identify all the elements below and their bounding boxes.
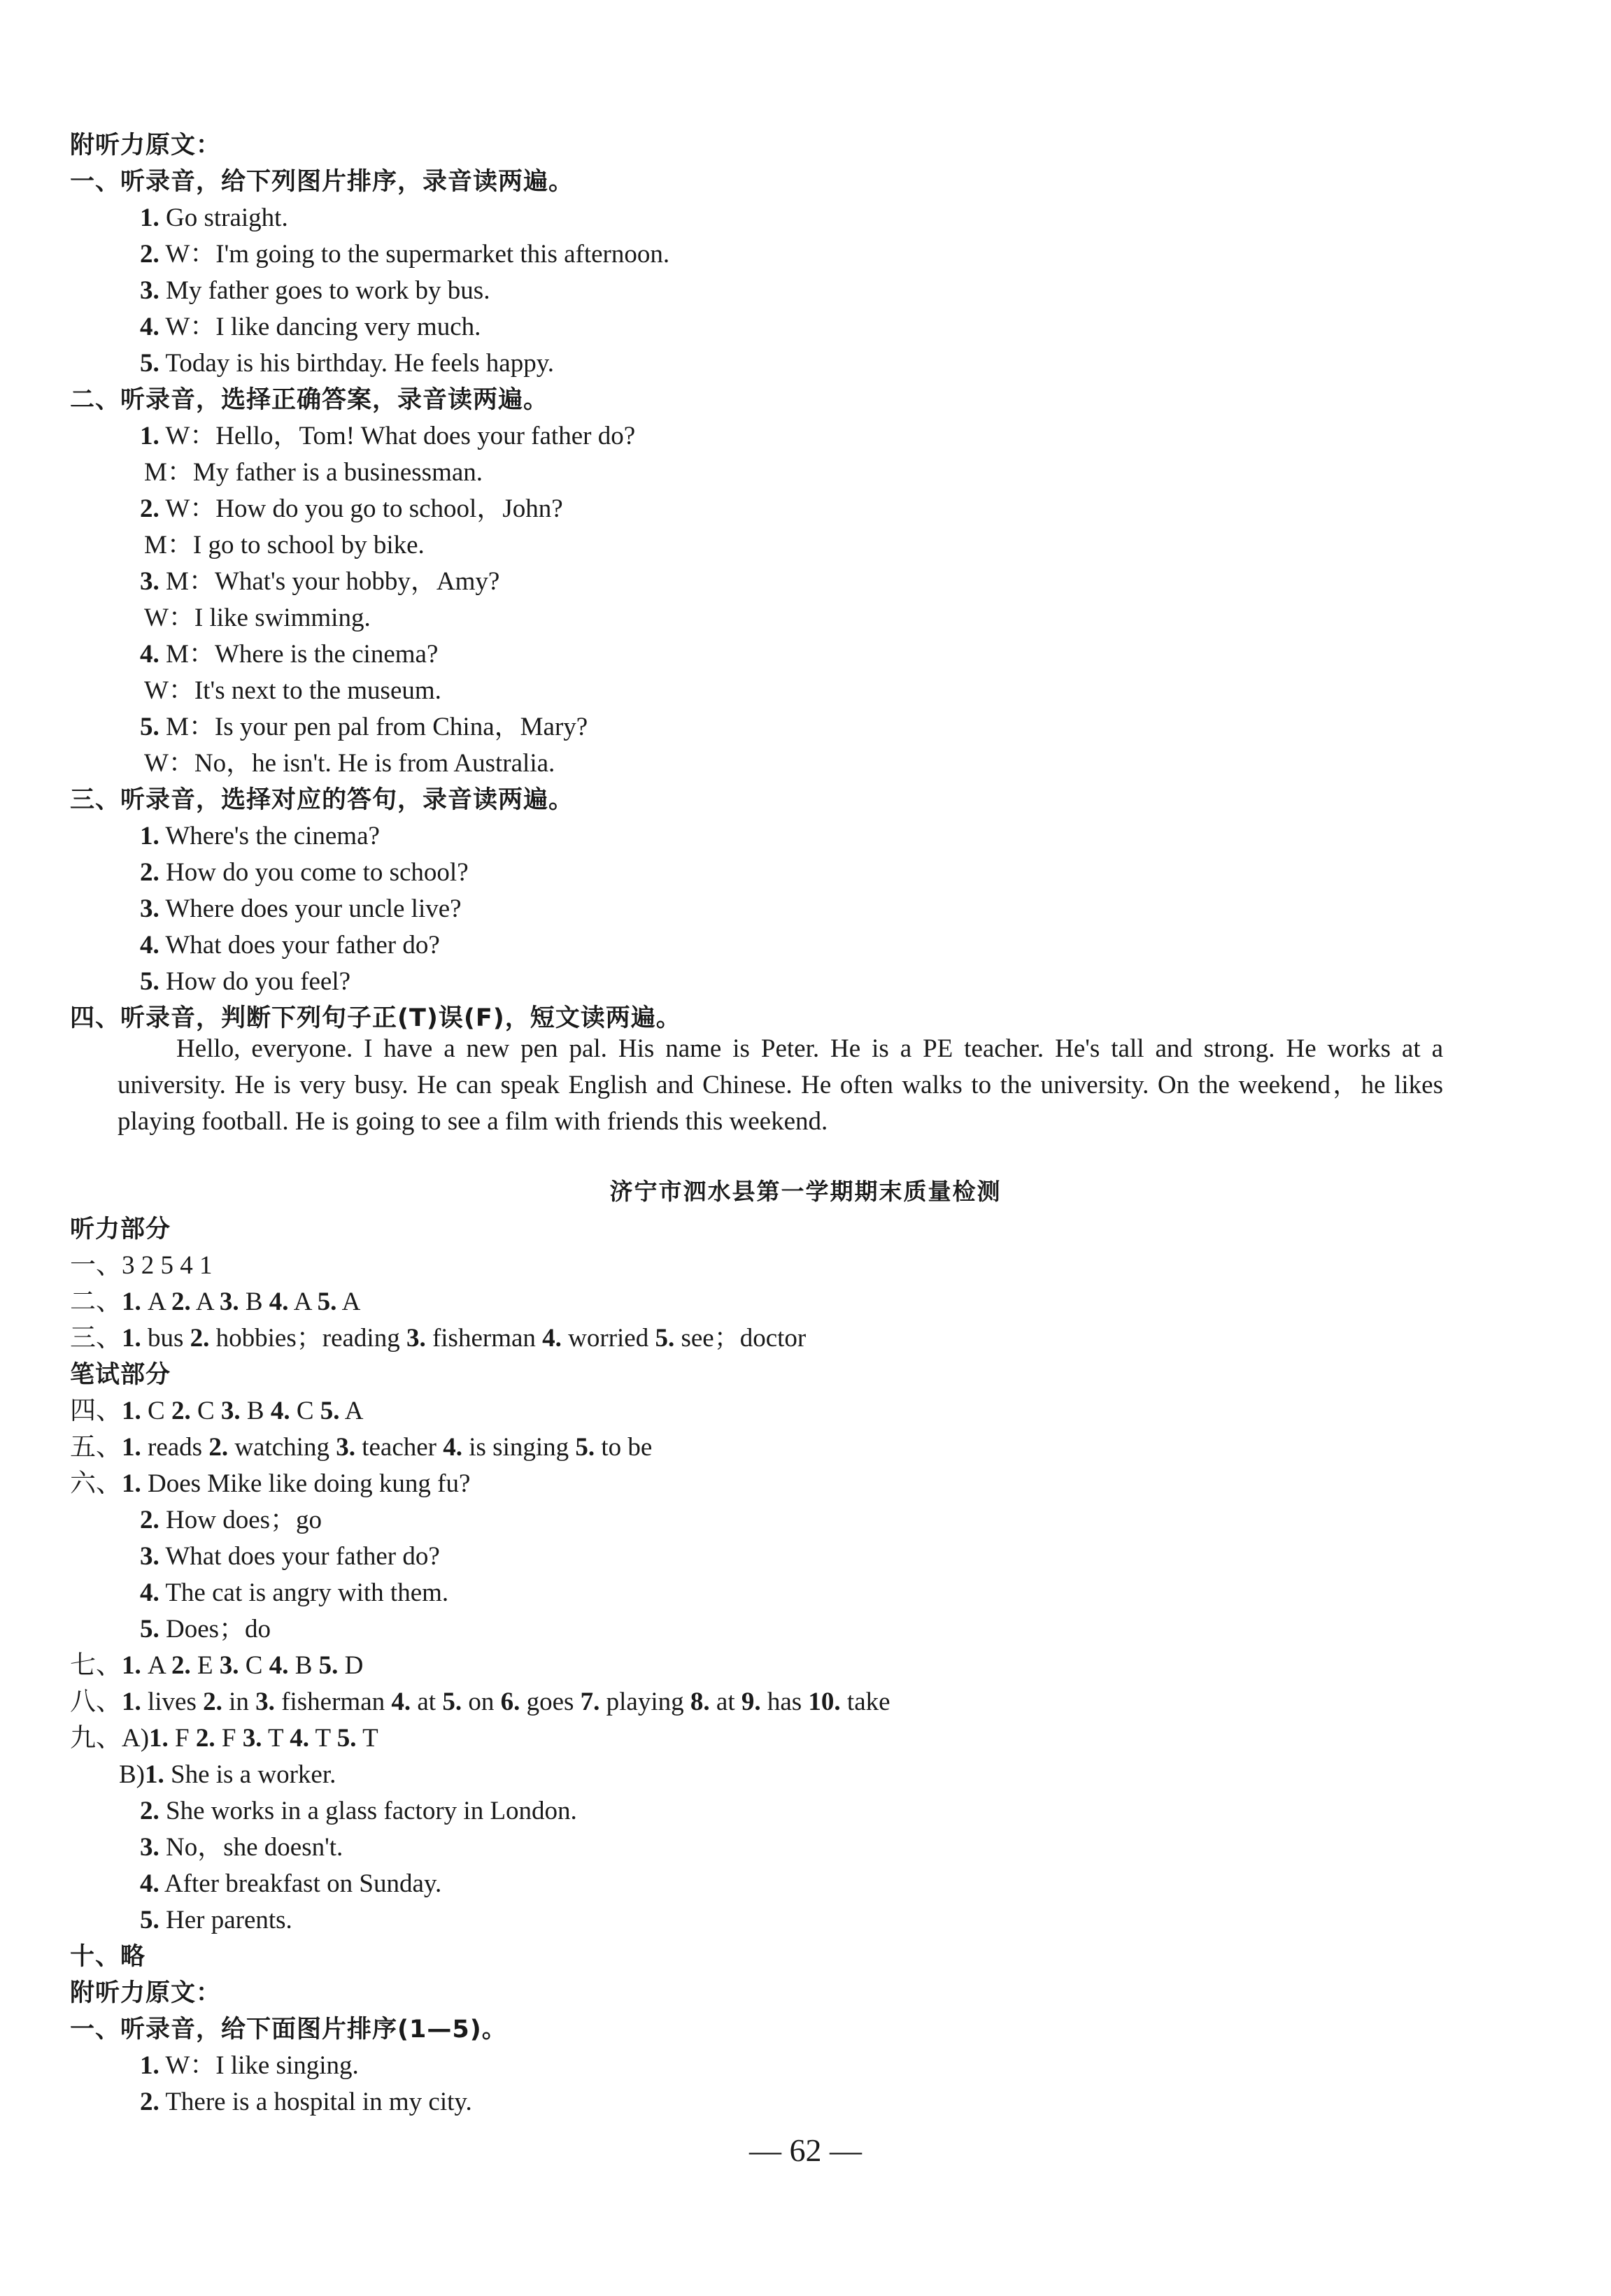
answer-row <box>70 1467 470 1502</box>
item-text: W：I'm going to the supermarket this afternoon. <box>159 240 670 269</box>
item-text: A <box>288 1288 318 1316</box>
item-number: 3. <box>220 1397 241 1425</box>
list-item <box>140 892 462 927</box>
item-number: 1. <box>149 1724 169 1753</box>
item-text: B <box>288 1651 319 1680</box>
item-number: 8. <box>690 1688 710 1716</box>
item-number: 3. <box>219 1288 239 1316</box>
item-number: 5. <box>320 1397 340 1425</box>
item-number: 3. <box>336 1433 355 1462</box>
list-item <box>140 2085 472 2120</box>
row-prefix: 二、 <box>70 1288 122 1316</box>
item-number: 2. <box>140 240 159 269</box>
answer-row <box>70 1321 806 1356</box>
row-prefix: B) <box>119 1760 145 1789</box>
section-heading: 四、听录音，判断下列句子正(T)误(F)，短文读两遍。 <box>70 1004 681 1032</box>
item-number: 6. <box>500 1688 520 1716</box>
item-number: 5. <box>442 1688 462 1716</box>
item-text: A <box>190 1288 220 1316</box>
item-number: 4. <box>290 1724 309 1753</box>
answer-row <box>140 1903 292 1938</box>
item-text: C <box>239 1651 269 1680</box>
item-text: at <box>709 1688 741 1716</box>
item-number: 5. <box>655 1324 675 1353</box>
answer-row <box>70 1721 378 1756</box>
item-text: in <box>222 1688 256 1716</box>
item-text: to be <box>595 1433 653 1462</box>
item-text: A <box>141 1288 171 1316</box>
list-item <box>140 964 350 999</box>
answer-row <box>119 1757 336 1792</box>
item-text: How does；go <box>159 1506 322 1534</box>
item-text: E <box>190 1651 220 1680</box>
row-prefix: 四、 <box>70 1397 122 1425</box>
list-item <box>140 201 288 236</box>
row-prefix: 三、 <box>70 1324 122 1353</box>
exam-title: 济宁市泗水县第一学期期末质量检测 <box>609 1178 1002 1205</box>
dialogue-line: W：It's next to the museum. <box>144 676 441 705</box>
list-item <box>140 273 490 308</box>
item-number: 10. <box>808 1688 841 1716</box>
item-number: 1. <box>140 204 159 232</box>
list-item <box>140 419 635 454</box>
item-text: W：How do you go to school，John? <box>159 494 563 523</box>
item-text: bus <box>141 1324 190 1353</box>
item-text: D <box>338 1651 364 1680</box>
answer-row <box>70 1648 363 1683</box>
item-text: No，she doesn't. <box>159 1833 343 1862</box>
item-number: 1. <box>122 1324 141 1353</box>
item-text: C <box>141 1397 171 1425</box>
item-number: 7. <box>580 1688 600 1716</box>
item-text: worried <box>561 1324 655 1353</box>
item-text: F <box>168 1724 196 1753</box>
list-item <box>140 564 499 599</box>
item-text: Her parents. <box>159 1906 292 1934</box>
item-number: 1. <box>122 1688 141 1716</box>
item-number: 2. <box>190 1324 210 1353</box>
item-text: goes <box>520 1688 581 1716</box>
item-text: How do you come to school? <box>159 858 469 887</box>
item-number: 3. <box>242 1724 262 1753</box>
item-text: T <box>308 1724 337 1753</box>
item-number: 2. <box>208 1433 229 1462</box>
row-prefix: 七、 <box>70 1651 122 1680</box>
row-prefix: 五、 <box>70 1433 122 1462</box>
section-heading: 附听力原文： <box>70 1979 222 2007</box>
answer-row <box>70 1285 360 1320</box>
item-text: W：I like singing. <box>159 2051 359 2080</box>
item-number: 5. <box>336 1724 357 1753</box>
row-prefix: 六、 <box>70 1469 122 1498</box>
item-text: Go straight. <box>159 204 288 232</box>
item-text: C <box>290 1397 320 1425</box>
item-number: 2. <box>140 1797 159 1825</box>
item-text: There is a hospital in my city. <box>159 2088 472 2116</box>
row-prefix: 九、A) <box>70 1724 150 1753</box>
item-number: 5. <box>140 1906 159 1934</box>
item-text: T <box>262 1724 290 1753</box>
item-number: 2. <box>140 858 159 887</box>
item-text: A <box>339 1397 364 1425</box>
item-number: 5. <box>140 1615 159 1643</box>
item-text: teacher <box>355 1433 443 1462</box>
list-item <box>140 310 481 345</box>
item-text: The cat is angry with them. <box>159 1578 449 1607</box>
item-text: lives <box>141 1688 204 1716</box>
listening-passage: Hello, everyone. I have a new pen pal. His name is Peter. He is a PE teacher. He's tall and strong. He works at a university. He is very busy. He can speak English and Chinese. He often walks to the university. On the weekend，he likes playing football. He is going to see a film with friends this weekend. <box>118 1034 1443 1136</box>
item-number: 1. <box>122 1651 141 1680</box>
item-text: is singing <box>462 1433 576 1462</box>
item-text: at <box>411 1688 443 1716</box>
item-text: fisherman <box>274 1688 392 1716</box>
item-number: 2. <box>171 1288 191 1316</box>
item-text: A <box>336 1288 361 1316</box>
item-number: 5. <box>140 713 159 741</box>
item-number: 4. <box>140 1578 159 1607</box>
section-heading: 三、听录音，选择对应的答句，录音读两遍。 <box>70 786 574 814</box>
item-number: 4. <box>391 1688 411 1716</box>
item-text: M：What's your hobby，Amy? <box>159 567 500 596</box>
row-prefix: 八、 <box>70 1688 122 1716</box>
item-number: 1. <box>122 1433 141 1462</box>
section-heading: 听力部分 <box>70 1215 171 1243</box>
item-number: 4. <box>269 1651 289 1680</box>
item-number: 3. <box>406 1324 426 1353</box>
page-number: — 62 — <box>749 2132 862 2168</box>
item-text: T <box>356 1724 378 1753</box>
item-number: 1. <box>122 1397 141 1425</box>
item-number: 5. <box>318 1651 339 1680</box>
item-text: Today is his birthday. He feels happy. <box>159 349 555 378</box>
item-text: M：Where is the cinema? <box>159 640 439 669</box>
item-text: My father goes to work by bus. <box>159 276 490 305</box>
item-text: B <box>239 1288 269 1316</box>
answer-row <box>140 1830 343 1865</box>
answer-row: 一、3 2 5 4 1 <box>70 1251 213 1280</box>
item-number: 4. <box>140 640 159 669</box>
dialogue-line: M：My father is a businessman. <box>144 458 483 487</box>
item-text: take <box>840 1688 890 1716</box>
section-heading: 十、略 <box>70 1943 146 1971</box>
item-number: 1. <box>140 2051 159 2080</box>
item-number: 1. <box>140 422 159 450</box>
item-number: 1. <box>145 1760 164 1789</box>
item-number: 4. <box>140 931 159 960</box>
list-item <box>140 237 669 272</box>
item-text: Where does your uncle live? <box>159 894 462 923</box>
item-number: 2. <box>140 2088 159 2116</box>
item-number: 2. <box>140 494 159 523</box>
section-heading: 二、听录音，选择正确答案，录音读两遍。 <box>70 386 549 414</box>
item-text: see；doctor <box>674 1324 807 1353</box>
item-text: C <box>190 1397 221 1425</box>
item-number: 5. <box>140 967 159 996</box>
item-text: W：Hello，Tom! What does your father do? <box>159 422 636 450</box>
item-text: Where's the cinema? <box>159 822 380 850</box>
item-text: She works in a glass factory in London. <box>159 1797 577 1825</box>
dialogue-line: M：I go to school by bike. <box>144 531 425 559</box>
item-text: W：I like dancing very much. <box>159 313 481 341</box>
list-item <box>140 819 380 854</box>
item-number: 4. <box>140 1869 159 1898</box>
answer-row <box>140 1794 577 1829</box>
item-text: playing <box>599 1688 690 1716</box>
item-number: 3. <box>255 1688 275 1716</box>
list-item <box>140 2048 359 2083</box>
item-number: 2. <box>203 1688 222 1716</box>
item-text: What does your father do? <box>159 931 440 960</box>
section-heading: 一、听录音，给下面图片排序(1—5)。 <box>70 2016 507 2044</box>
list-item <box>140 710 588 745</box>
item-number: 3. <box>219 1651 239 1680</box>
item-number: 5. <box>317 1288 337 1316</box>
item-number: 5. <box>140 349 159 378</box>
section-heading: 一、听录音，给下列图片排序，录音读两遍。 <box>70 168 574 196</box>
answer-row <box>140 1867 441 1902</box>
answer-row <box>140 1503 322 1538</box>
item-number: 4. <box>270 1397 290 1425</box>
item-number: 2. <box>171 1397 191 1425</box>
item-text: She is a worker. <box>164 1760 336 1789</box>
item-text: on <box>462 1688 501 1716</box>
item-text: Does Mike like doing kung fu? <box>141 1469 471 1498</box>
answer-row <box>140 1539 440 1574</box>
list-item <box>140 928 440 963</box>
item-text: F <box>215 1724 243 1753</box>
item-text: A <box>141 1651 171 1680</box>
item-number: 3. <box>140 894 159 923</box>
item-number: 2. <box>171 1651 191 1680</box>
item-number: 5. <box>575 1433 595 1462</box>
item-number: 1. <box>122 1288 141 1316</box>
answer-row <box>140 1612 271 1647</box>
item-number: 4. <box>542 1324 562 1353</box>
item-number: 9. <box>741 1688 761 1716</box>
item-number: 4. <box>269 1288 289 1316</box>
list-item <box>140 637 438 672</box>
answer-row <box>70 1685 890 1720</box>
item-number: 3. <box>140 1542 159 1571</box>
dialogue-line: W：No，he isn't. He is from Australia. <box>144 749 555 778</box>
item-number: 1. <box>140 822 159 850</box>
item-number: 4. <box>443 1433 462 1462</box>
item-number: 3. <box>140 567 159 596</box>
item-number: 2. <box>140 1506 159 1534</box>
item-number: 3. <box>140 276 159 305</box>
list-item <box>140 346 554 381</box>
item-number: 2. <box>195 1724 215 1753</box>
list-item <box>140 492 563 527</box>
section-heading: 笔试部分 <box>70 1361 171 1389</box>
item-text: reads <box>141 1433 209 1462</box>
item-text: M：Is your pen pal from China，Mary? <box>159 713 588 741</box>
answer-row <box>140 1576 448 1611</box>
answer-row <box>70 1394 363 1429</box>
item-text: has <box>760 1688 809 1716</box>
item-text: hobbies；reading <box>209 1324 406 1353</box>
item-number: 1. <box>122 1469 141 1498</box>
item-number: 3. <box>140 1833 159 1862</box>
dialogue-line: W：I like swimming. <box>144 604 371 632</box>
item-text: B <box>240 1397 271 1425</box>
answer-row <box>70 1430 652 1465</box>
item-text: After breakfast on Sunday. <box>159 1869 442 1898</box>
item-text: What does your father do? <box>159 1542 440 1571</box>
item-text: watching <box>228 1433 336 1462</box>
list-item <box>140 855 469 890</box>
item-number: 4. <box>140 313 159 341</box>
item-text: How do you feel? <box>159 967 351 996</box>
item-text: fisherman <box>425 1324 543 1353</box>
item-text: Does；do <box>159 1615 271 1643</box>
section-heading: 附听力原文： <box>70 131 222 159</box>
